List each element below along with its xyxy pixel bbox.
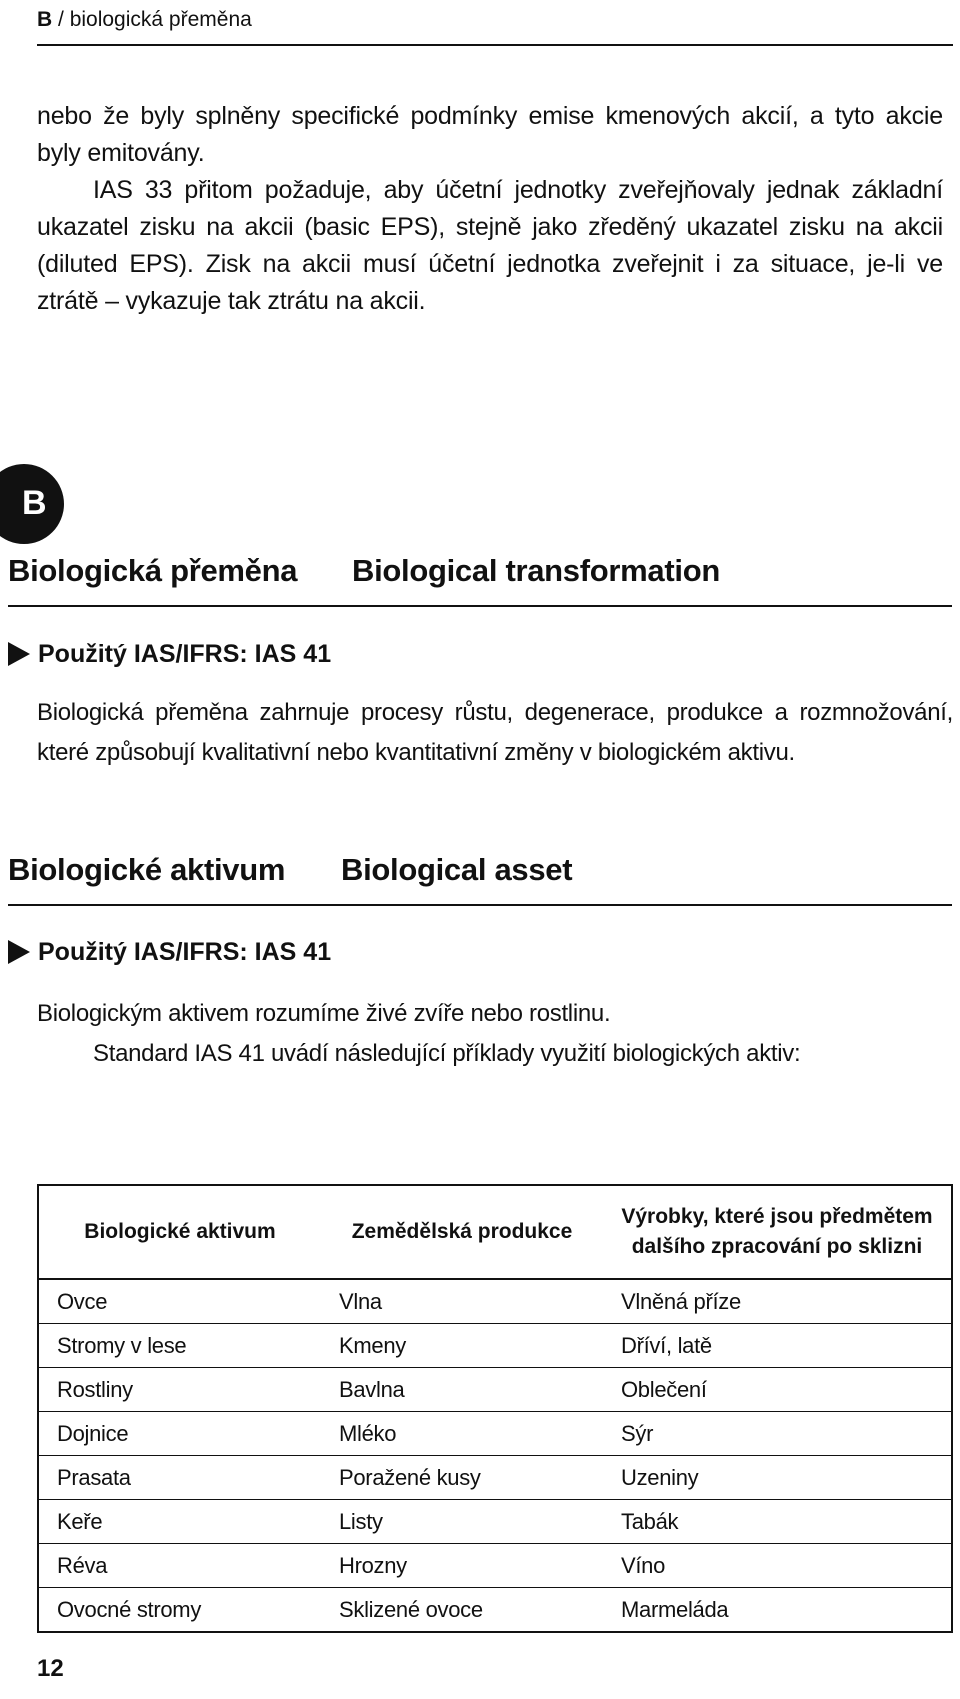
column-header: Biologické aktivum (38, 1185, 321, 1279)
table-row (38, 1500, 952, 1544)
section-letter: B (22, 484, 47, 522)
table-cell: Vlněná příze (603, 1279, 952, 1324)
table-cell: Ovocné stromy (57, 1596, 202, 1622)
table-header-row (38, 1185, 952, 1279)
definition-biological-transformation (37, 693, 953, 773)
definition-text: Biologickým aktivem rozumíme živé zvíře nebo rostlinu. (37, 1000, 611, 1027)
reference-text: Použitý IAS/IFRS: IAS 41 (38, 640, 332, 668)
table-cell: Poražené kusy (321, 1456, 603, 1500)
term-en: Biological asset (341, 852, 573, 887)
table-row (38, 1324, 952, 1368)
table-row (38, 1456, 952, 1500)
table-cell: Kmeny (321, 1324, 603, 1368)
term-cz: Biologické aktivum (8, 852, 286, 887)
header-title (37, 8, 252, 32)
table-row (38, 1412, 952, 1456)
table-cell: Sklizené ovoce (339, 1596, 483, 1622)
standard-reference (8, 640, 331, 669)
triangle-right-icon (8, 940, 30, 964)
page-number: 12 (37, 1655, 64, 1682)
header-letter: B (37, 8, 53, 31)
table-cell: Prasata (38, 1456, 321, 1500)
triangle-right-icon (8, 642, 30, 666)
biological-assets-table (37, 1184, 953, 1633)
table-cell: Hrozny (321, 1544, 603, 1588)
table-cell: Oblečení (603, 1368, 952, 1412)
table-cell: Tabák (603, 1500, 952, 1544)
table-cell: Keře (38, 1500, 321, 1544)
table-cell: Rostliny (38, 1368, 321, 1412)
standard-reference (8, 938, 331, 967)
table-row (38, 1368, 952, 1412)
intro-paragraph-2: IAS 33 přitom požaduje, aby účetní jednotky zveřejňovaly jednak základní ukazatel zisku na akcii (basic EPS), stejně jako zředěný ukazatel zisku na akcii (diluted EPS). Zisk na akcii musí účetní jednotka zveřejnit i za situace, je-li ve ztrátě – vykazuje tak ztrátu na akcii. (37, 176, 943, 315)
table-cell: Bavlna (321, 1368, 603, 1412)
table-cell: Sýr (603, 1412, 952, 1456)
term-en: Biological transformation (352, 553, 720, 588)
table-cell: Víno (603, 1544, 952, 1588)
table-row (38, 1588, 952, 1633)
header-topic: biologická přeměna (69, 8, 252, 31)
table-row (38, 1279, 952, 1324)
table-cell: Marmeláda (621, 1596, 729, 1622)
running-header (37, 0, 953, 46)
table-cell: Dojnice (38, 1412, 321, 1456)
table-cell: Mléko (321, 1412, 603, 1456)
table-cell: Dříví, latě (603, 1324, 952, 1368)
definition-biological-asset (37, 994, 953, 1074)
reference-text: Použitý IAS/IFRS: IAS 41 (38, 938, 332, 966)
column-header: Výrobky, které jsou předmětem dalšího zpracování po sklizni (603, 1185, 952, 1279)
table-cell: Stromy v lese (38, 1324, 321, 1368)
term-heading-biological-transformation (8, 543, 952, 607)
table-row (38, 1544, 952, 1588)
table-cell: Ovce (38, 1279, 321, 1324)
header-separator: / (52, 8, 70, 31)
term-cz: Biologická přeměna (8, 553, 298, 588)
column-header: Zemědělská produkce (321, 1185, 603, 1279)
table-cell: Vlna (321, 1279, 603, 1324)
intro-paragraph-1: nebo že byly splněny specifické podmínky emise kmenových akcií, a tyto akcie byly emitovány. (37, 102, 943, 167)
definition-text: Biologická přeměna zahrnuje procesy růstu, degenerace, produkce a rozmnožování, které způsobují kvalitativní nebo kvantitativní změny v biologickém aktivu. (37, 699, 953, 766)
section-letter-badge (0, 464, 64, 544)
definition-text-2: Standard IAS 41 uvádí následující příklady využití biologických aktiv: (93, 1040, 801, 1067)
table-cell: Listy (321, 1500, 603, 1544)
term-heading-biological-asset (8, 842, 952, 906)
table-cell: Réva (38, 1544, 321, 1588)
table-cell: Uzeniny (603, 1456, 952, 1500)
intro-text (37, 98, 943, 320)
